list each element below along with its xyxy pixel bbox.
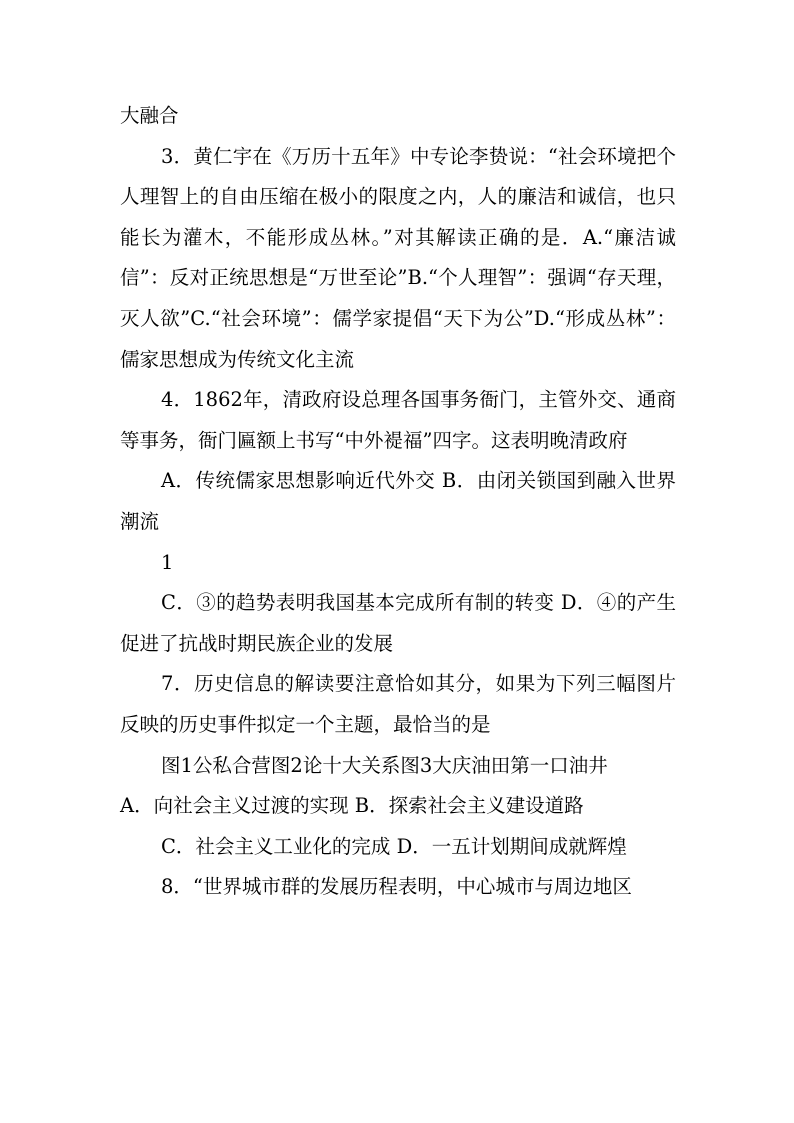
question-7-options-cd: C．社会主义工业化的完成 D．一五计划期间成就辉煌 [161, 834, 627, 858]
question-8: 8．“世界城市群的发展历程表明，中心城市与周边地区 [161, 875, 632, 899]
paragraph-continuation: 大融合 [120, 104, 179, 127]
question-7: 7．历史信息的解读要注意恰如其分，如果为下列三幅图片反映的历史事件拟定一个主题，最恰当的是 [120, 672, 676, 736]
question-4-options: A．传统儒家思想影响近代外交 B．由闭关锁国到融入世界潮流 [120, 469, 676, 533]
document-body [120, 96, 676, 908]
question-7-figure-captions: 图1公私合营图2论十大关系图3大庆油田第一口油井 [161, 753, 608, 777]
question-4: 4．1862年，清政府设总理各国事务衙门，主管外交、通商等事务，衙门匾额上书写“中外褆福”四字。这表明晚清政府 [120, 388, 676, 452]
question-6-options: C．③的趋势表明我国基本完成所有制的转变 D．④的产生促进了抗战时期民族企业的发展 [120, 591, 676, 655]
question-7-options-ab: A．向社会主义过渡的实现 B．探索社会主义建设道路 [120, 794, 584, 818]
page-number: 1 [161, 550, 174, 574]
question-3: 3．黄仁宇在《万历十五年》中专论李贽说：“社会环境把个人理智上的自由压缩在极小的限度之内，人的廉洁和诚信，也只能长为灌木，不能形成丛林。”对其解读正确的是．A.“廉洁诚信”：反对正统思想是“万世至论”B.“个人理智”：强调“存天理，灭人欲”C.“社会环境”：儒学家提倡“天下为公”D.“形成丛林”：儒家思想成为传统文化主流 [120, 144, 676, 371]
